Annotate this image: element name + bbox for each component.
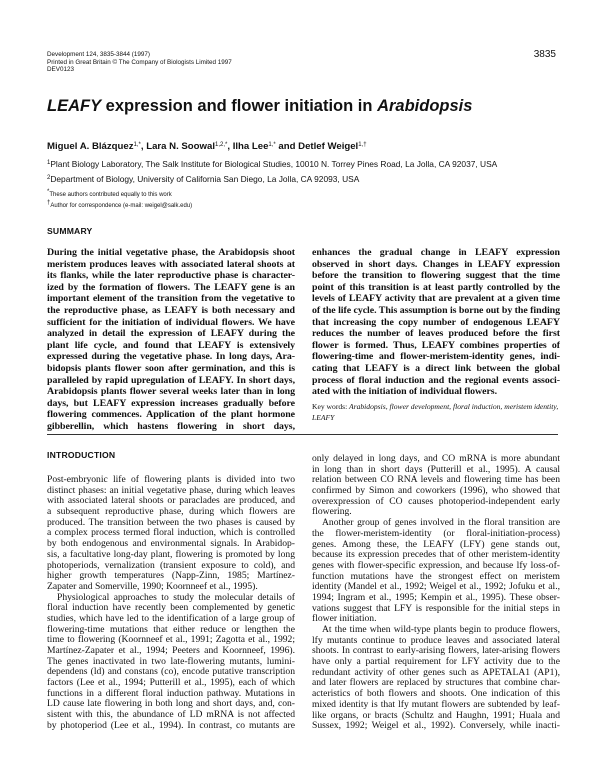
text-line: paralleled by rapid upregulation of LEAFY. In short days, <box>47 374 295 386</box>
text-line: the reproductive phase, as LEAFY is both necessary and <box>47 304 295 316</box>
text-line: flower initiation. <box>312 614 377 625</box>
text-line: The genes inactivated in two late-flowering mutants, lumini- <box>47 656 295 667</box>
text-line: acteristics of both flowers and shoots. One indication of this <box>312 689 560 700</box>
text-line: observed in short days. Changes in LEAFY expression <box>312 258 560 270</box>
copyright-line: Printed in Great Britain © The Company of Biologists Limited 1997 <box>47 58 232 66</box>
text-line: vations suggest that LFY is responsible for the initial steps in <box>312 603 560 614</box>
text-line: Physiological approaches to study the molecular details of <box>57 592 295 603</box>
text-line: Another group of genes involved in the floral transition are <box>322 518 560 529</box>
text-line: produced. The transition between the two phases is caused by <box>47 517 295 528</box>
text-line: During the initial vegetative phase, the Arabidopsis shoot <box>47 247 295 258</box>
text-line: flowering-time and flower-meristem-identity genes, indi- <box>312 351 560 363</box>
text-line: meristem produces leaves with associated lateral shoots at <box>47 258 295 270</box>
text-line: sistent with this, the abundance of LD mRNA is not affected <box>47 710 295 721</box>
text-line: factors (Lee et al., 1994; Putterill et al., 1995), each of which <box>47 678 295 689</box>
text-line: reduces the number of leaves produced before the first <box>312 328 560 340</box>
text-line: by both endogenous and environmental signals. In Arabidop- <box>47 539 295 550</box>
text-line: 1994; Ingram et al., 1995; Kempin et al., 1995). These obser- <box>312 592 560 603</box>
text-line: flowering. <box>312 507 352 518</box>
text-line: dependens (ld) and constans (co), encode putative transcription <box>47 667 295 678</box>
text-line: relation between CO RNA levels and flowering time has been <box>312 475 560 486</box>
page-number: 3835 <box>533 49 556 60</box>
title-organism: Arabidopsis <box>377 97 473 115</box>
text-line: genes. Among these, the LEAFY (LFY) gene stands out, <box>312 539 560 550</box>
affiliation: $^1$Plant Biology Laboratory, The Salk Institute for Biological Studies, 10010 N. Torrey Pines Road, La Jolla, CA 92037, USA <box>47 159 498 169</box>
text-line: distinct phases: an initial vegetative phase, during which leaves <box>47 485 295 496</box>
paragraph <box>312 625 560 732</box>
text-line: levels of LEAFY activity that are prevalent at a given time <box>312 293 560 305</box>
text-line: because its expression precedes that of other meristem-identity <box>312 550 560 561</box>
text-line: function mutations have the strongest effect on meristem <box>312 571 560 582</box>
text-line: At the time when wild-type plants begin to produce flowers, <box>322 625 560 635</box>
title-middle: expression and flower initiation in <box>101 97 378 115</box>
summary-left-column <box>47 247 295 433</box>
introduction-heading: INTRODUCTION <box>47 450 116 460</box>
text-line: bidopsis plants flower soon after germination, and this is <box>47 362 295 374</box>
text-line: have only a partial requirement for LFY activity due to the <box>312 657 560 668</box>
text-line: expressed during the vegetative phase. In long days, Ara- <box>47 351 295 363</box>
summary-heading: SUMMARY <box>47 226 93 236</box>
text-line: process of floral induction and the regional events associ- <box>312 374 560 386</box>
text-line: Zapater and Somerville, 1990; Koornneef et al., 1995). <box>47 581 258 592</box>
document-id: DEV0123 <box>47 66 74 74</box>
paragraph <box>312 518 560 625</box>
journal-header <box>47 51 232 74</box>
text-line: and later flowers are replaced by structures that combine char- <box>312 678 560 689</box>
text-line: analyzed in detail the expression of LEAFY during the <box>47 328 295 340</box>
text-line: point of this transition is at least partly controlled by the <box>312 281 560 293</box>
author-list <box>47 141 367 152</box>
text-line: Sussex, 1992; Weigel et al., 1992). Conversely, while inacti- <box>312 721 560 732</box>
journal-citation: Development 124, 3835-3844 (1997) <box>47 51 150 58</box>
text-line: Martínez-Zapater et al., 1994; Peeters and Koornneef, 1996). <box>47 646 295 656</box>
text-line: that increasing the copy number of endogenous LEAFY <box>312 316 560 328</box>
introduction-right-column <box>312 454 560 732</box>
text-line: ated with the initiation of individual flowers. <box>312 386 498 398</box>
text-line: floral induction have recently been complemented by genetic <box>47 603 295 614</box>
author: Detlef Weigel$^{1,\dagger}$ <box>298 141 367 152</box>
text-line: lfy mutants continue to produce leaves and associated lateral <box>312 635 560 646</box>
footnote: †Author for correspondence (e-mail: weigel@salk.edu) <box>47 200 193 210</box>
text-line: overexpression of CO causes photoperiod-independent early <box>312 496 560 507</box>
text-line: time to flowering (Koornneef et al., 1991; Zagotta et al., 1992; <box>47 635 295 646</box>
paragraph <box>47 593 295 732</box>
text-line: the flower-meristem-identity (or floral-initiation-process) <box>312 528 560 539</box>
text-line: flowering commences. Application of the plant hormone <box>47 409 295 421</box>
paragraph <box>312 454 560 518</box>
text-line: with associated lateral shoots or paraclades are produced, and <box>47 496 295 507</box>
text-line: like organs, or bracts (Schultz and Haughn, 1991; Huala and <box>312 710 560 721</box>
text-line: days, but LEAFY expression increases gradually before <box>47 397 295 409</box>
text-line: ized by the formation of flowers. The LEAFY gene is an <box>47 281 295 293</box>
paragraph <box>47 247 295 433</box>
keywords: Key words: Arabidopsis, flower development, floral induction, meristem identity, LEAFY <box>312 402 559 422</box>
text-line: important element of the transition from the vegetative to <box>47 293 295 305</box>
text-line: before the transition to flowering suggest that the time <box>312 270 560 282</box>
text-line: mixed identity is that lfy mutant flowers are subtended by leaf- <box>312 699 560 710</box>
author-footnotes <box>47 188 192 211</box>
text-line: functions in a different floral induction pathway. Mutations in <box>47 688 295 699</box>
text-line: confirmed by Simon and coworkers (1996), who showed that <box>312 486 560 497</box>
summary-right-column <box>312 247 560 398</box>
text-line: its flanks, while the later reproductive phase is character- <box>47 270 295 282</box>
text-line: in long than in short days (Putterill et al., 1995). A causal <box>312 464 560 475</box>
text-line: Arabidopsis plants flower several weeks later than in long <box>47 386 295 398</box>
text-line: gibberellin, which hastens flowering in short days, <box>47 420 295 432</box>
text-line: by photoperiod (Lee et al., 1994). In contrast, co mutants are <box>47 720 295 731</box>
introduction-left-column <box>47 475 295 732</box>
affiliations <box>47 157 497 186</box>
section-divider <box>47 434 558 435</box>
text-line: flowering-time mutations that either reduce or lengthen the <box>47 624 295 635</box>
text-line: enhances the gradual change in LEAFY expression <box>312 247 560 258</box>
text-line: a subsequent reproductive phase, during which flowers are <box>47 507 295 518</box>
text-line: identity (Mandel et al., 1992; Weigel et al., 1992; Jofuku et al., <box>312 582 560 593</box>
affiliation: $^2$Department of Biology, University of California San Diego, La Jolla, CA 92093, USA <box>47 173 360 184</box>
text-line: genes with flower-specific expression, and because lfy loss-of- <box>312 560 560 571</box>
author: Ilha Lee$^{1,*}$ and <box>232 141 299 152</box>
text-line: cating that LEAFY is a direct link between the global <box>312 362 560 374</box>
text-line: Post-embryonic life of flowering plants is divided into two <box>47 475 295 485</box>
text-line: plant life cycle, and found that LEAFY is extensively <box>47 339 295 351</box>
text-line: flower is formed. Thus, LEAFY combines properties of <box>312 339 560 351</box>
author: Lara N. Soowal$^{1,2,*}$, <box>146 141 233 152</box>
paragraph <box>312 247 560 398</box>
text-line: of the life cycle. This assumption is borne out by the finding <box>312 304 560 316</box>
text-line: studies, which have led to the identification of a large group of <box>47 613 295 624</box>
text-line: shoots. In contrast to early-arising flowers, later-arising flowers <box>312 646 560 657</box>
text-line: only delayed in long days, and CO mRNA is more abundant <box>312 454 560 464</box>
text-line: sis, a facultative long-day plant, flowering is promoted by long <box>47 549 295 560</box>
text-line: photoperiods, vernalization (transient exposure to cold), and <box>47 560 295 571</box>
text-line: a complex process termed floral induction, which is controlled <box>47 528 295 539</box>
text-line: sufficient for the initiation of individual flowers. We have <box>47 316 295 328</box>
title-gene: LEAFY <box>47 97 102 115</box>
paragraph <box>47 475 295 593</box>
footnote: *These authors contributed equally to this work <box>47 189 172 198</box>
text-line: LD cause late flowering in both long and short days, and, con- <box>47 699 295 710</box>
author: Miguel A. Blázquez$^{1,*}$, <box>47 141 147 152</box>
text-line: higher growth temperatures (Napp-Zinn, 1985; Martínez- <box>47 571 295 582</box>
paper-title <box>47 97 472 116</box>
text-line: redundant activity of other genes such as APETALA1 (AP1), <box>312 667 560 678</box>
